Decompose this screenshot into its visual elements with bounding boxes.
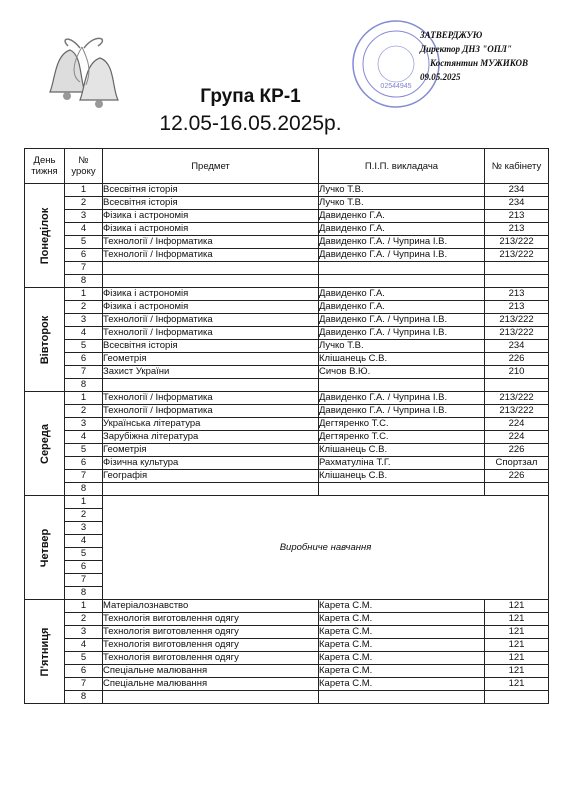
room-cell: 213 — [485, 288, 549, 301]
merged-activity: Виробниче навчання — [103, 496, 549, 600]
day-cell — [25, 600, 65, 704]
teacher-cell: Давиденко Г.А. — [319, 210, 485, 223]
lesson-number: 4 — [65, 431, 103, 444]
room-cell — [485, 275, 549, 288]
table-row — [25, 496, 549, 509]
teacher-cell — [319, 691, 485, 704]
subject-cell: Фізична культура — [103, 457, 319, 470]
room-cell: 210 — [485, 366, 549, 379]
lesson-number: 6 — [65, 353, 103, 366]
teacher-cell: Давиденко Г.А. — [319, 301, 485, 314]
lesson-number: 3 — [65, 626, 103, 639]
subject-cell: Географія — [103, 470, 319, 483]
room-cell: 213 — [485, 223, 549, 236]
lesson-number: 5 — [65, 444, 103, 457]
approval-block — [420, 28, 570, 84]
lesson-number: 1 — [65, 392, 103, 405]
header-row — [25, 149, 549, 184]
schedule-dates: 12.05-16.05.2025р. — [159, 112, 342, 135]
subject-cell: Фізика і астрономія — [103, 223, 319, 236]
teacher-cell: Давиденко Г.А. / Чуприна І.В. — [319, 314, 485, 327]
table-row — [25, 262, 549, 275]
day-label: Четвер — [38, 528, 51, 567]
approval-name: Костянтин МУЖИКОВ — [430, 58, 528, 68]
teacher-cell: Давиденко Г.А. / Чуприна І.В. — [319, 405, 485, 418]
lesson-number: 8 — [65, 379, 103, 392]
table-row — [25, 405, 549, 418]
table-row — [25, 444, 549, 457]
table-row — [25, 275, 549, 288]
table-row — [25, 652, 549, 665]
teacher-cell: Давиденко Г.А. — [319, 223, 485, 236]
teacher-cell: Карета С.М. — [319, 600, 485, 613]
subject-cell: Технологія виготовлення одягу — [103, 652, 319, 665]
teacher-cell — [319, 275, 485, 288]
subject-cell: Технологія виготовлення одягу — [103, 626, 319, 639]
header-subject: Предмет — [103, 149, 319, 184]
table-row — [25, 483, 549, 496]
lesson-number: 2 — [65, 405, 103, 418]
room-cell — [485, 379, 549, 392]
lesson-number: 7 — [65, 262, 103, 275]
table-row — [25, 600, 549, 613]
header-room: № кабінету — [485, 149, 549, 184]
room-cell: Спортзал — [485, 457, 549, 470]
table-row — [25, 691, 549, 704]
lesson-number: 4 — [65, 639, 103, 652]
lesson-number: 7 — [65, 366, 103, 379]
lesson-number: 6 — [65, 665, 103, 678]
subject-cell: Технології / Інформатика — [103, 236, 319, 249]
table-row — [25, 327, 549, 340]
teacher-cell: Давиденко Г.А. / Чуприна І.В. — [319, 392, 485, 405]
table-row — [25, 301, 549, 314]
subject-cell: Фізика і астрономія — [103, 210, 319, 223]
lesson-number: 4 — [65, 223, 103, 236]
room-cell: 213/222 — [485, 392, 549, 405]
teacher-cell: Лучко Т.В. — [319, 197, 485, 210]
subject-cell: Технології / Інформатика — [103, 405, 319, 418]
table-row — [25, 470, 549, 483]
table-row — [25, 379, 549, 392]
lesson-number: 8 — [65, 483, 103, 496]
table-row — [25, 665, 549, 678]
lesson-number: 1 — [65, 184, 103, 197]
room-cell: 213/222 — [485, 327, 549, 340]
subject-cell: Технології / Інформатика — [103, 249, 319, 262]
lesson-number: 5 — [65, 548, 103, 561]
header-lesson: № уроку — [65, 149, 103, 184]
subject-cell — [103, 262, 319, 275]
lesson-number: 4 — [65, 535, 103, 548]
room-cell: 121 — [485, 639, 549, 652]
table-row — [25, 197, 549, 210]
lesson-number: 2 — [65, 613, 103, 626]
lesson-number: 5 — [65, 236, 103, 249]
room-cell: 234 — [485, 340, 549, 353]
subject-cell: Всесвітня історія — [103, 184, 319, 197]
lesson-number: 6 — [65, 457, 103, 470]
lesson-number: 3 — [65, 522, 103, 535]
table-row — [25, 223, 549, 236]
room-cell: 213/222 — [485, 314, 549, 327]
teacher-cell: Давиденко Г.А. / Чуприна І.В. — [319, 236, 485, 249]
lesson-number: 3 — [65, 418, 103, 431]
lesson-number: 6 — [65, 561, 103, 574]
room-cell — [485, 483, 549, 496]
day-label: П'ятниця — [38, 627, 51, 676]
teacher-cell: Давиденко Г.А. — [319, 288, 485, 301]
lesson-number: 3 — [65, 210, 103, 223]
lesson-number: 3 — [65, 314, 103, 327]
teacher-cell: Карета С.М. — [319, 665, 485, 678]
subject-cell: Технологія виготовлення одягу — [103, 613, 319, 626]
table-row — [25, 366, 549, 379]
subject-cell: Спеціальне малювання — [103, 678, 319, 691]
teacher-cell: Давиденко Г.А. / Чуприна І.В. — [319, 327, 485, 340]
room-cell: 121 — [485, 652, 549, 665]
table-row — [25, 613, 549, 626]
subject-cell: Фізика і астрономія — [103, 288, 319, 301]
day-cell — [25, 288, 65, 392]
table-row — [25, 418, 549, 431]
table-row — [25, 210, 549, 223]
table-row — [25, 288, 549, 301]
lesson-number: 2 — [65, 301, 103, 314]
approval-position: Директор ДНЗ "ОПЛ" — [420, 44, 512, 54]
room-cell: 213 — [485, 301, 549, 314]
subject-cell: Фізика і астрономія — [103, 301, 319, 314]
day-cell — [25, 392, 65, 496]
approval-title: ЗАТВЕРДЖУЮ — [420, 30, 483, 40]
teacher-cell: Карета С.М. — [319, 626, 485, 639]
subject-cell: Спеціальне малювання — [103, 665, 319, 678]
subject-cell: Технології / Інформатика — [103, 327, 319, 340]
lesson-number: 5 — [65, 340, 103, 353]
teacher-cell: Карета С.М. — [319, 639, 485, 652]
teacher-cell: Сичов В.Ю. — [319, 366, 485, 379]
table-row — [25, 678, 549, 691]
room-cell: 226 — [485, 353, 549, 366]
room-cell: 213/222 — [485, 236, 549, 249]
room-cell: 213 — [485, 210, 549, 223]
day-label: Середа — [38, 423, 51, 464]
lesson-number: 2 — [65, 509, 103, 522]
day-cell — [25, 184, 65, 288]
teacher-cell: Карета С.М. — [319, 652, 485, 665]
teacher-cell: Дегтяренко Т.С. — [319, 418, 485, 431]
teacher-cell — [319, 483, 485, 496]
table-row — [25, 431, 549, 444]
subject-cell: Геометрія — [103, 444, 319, 457]
teacher-cell: Лучко Т.В. — [319, 184, 485, 197]
lesson-number: 2 — [65, 197, 103, 210]
lesson-number: 7 — [65, 574, 103, 587]
room-cell: 121 — [485, 600, 549, 613]
header-day: День тижня — [25, 149, 65, 184]
table-row — [25, 184, 549, 197]
room-cell — [485, 262, 549, 275]
schedule-table — [24, 148, 549, 704]
lesson-number: 8 — [65, 275, 103, 288]
table-row — [25, 236, 549, 249]
lesson-number: 1 — [65, 600, 103, 613]
lesson-number: 6 — [65, 249, 103, 262]
subject-cell: Захист України — [103, 366, 319, 379]
subject-cell: Геометрія — [103, 353, 319, 366]
group-title: Група КР-1 — [200, 86, 301, 107]
room-cell: 213/222 — [485, 405, 549, 418]
subject-cell — [103, 483, 319, 496]
day-label: Вівторок — [38, 315, 51, 364]
room-cell: 224 — [485, 418, 549, 431]
header-teacher: П.І.П. викладача — [319, 149, 485, 184]
subject-cell: Технології / Інформатика — [103, 392, 319, 405]
teacher-cell: Дегтяренко Т.С. — [319, 431, 485, 444]
subject-cell — [103, 379, 319, 392]
room-cell: 226 — [485, 470, 549, 483]
subject-cell: Всесвітня історія — [103, 197, 319, 210]
teacher-cell: Клішанець С.В. — [319, 353, 485, 366]
room-cell: 121 — [485, 665, 549, 678]
subject-cell: Українська література — [103, 418, 319, 431]
subject-cell: Технологія виготовлення одягу — [103, 639, 319, 652]
room-cell: 224 — [485, 431, 549, 444]
table-row — [25, 340, 549, 353]
lesson-number: 1 — [65, 288, 103, 301]
lesson-number: 4 — [65, 327, 103, 340]
lesson-number: 7 — [65, 470, 103, 483]
subject-cell — [103, 691, 319, 704]
approval-date: 09.05.2025 — [420, 72, 461, 82]
lesson-number: 1 — [65, 496, 103, 509]
table-row — [25, 457, 549, 470]
teacher-cell — [319, 379, 485, 392]
teacher-cell: Карета С.М. — [319, 613, 485, 626]
room-cell — [485, 691, 549, 704]
table-row — [25, 626, 549, 639]
subject-cell: Технології / Інформатика — [103, 314, 319, 327]
teacher-cell: Карета С.М. — [319, 678, 485, 691]
table-row — [25, 249, 549, 262]
table-row — [25, 314, 549, 327]
lesson-number: 5 — [65, 652, 103, 665]
room-cell: 121 — [485, 613, 549, 626]
day-cell — [25, 496, 65, 600]
teacher-cell: Клішанець С.В. — [319, 470, 485, 483]
subject-cell: Всесвітня історія — [103, 340, 319, 353]
table-row — [25, 392, 549, 405]
teacher-cell: Лучко Т.В. — [319, 340, 485, 353]
subject-cell: Матеріалознавство — [103, 600, 319, 613]
subject-cell: Зарубіжна література — [103, 431, 319, 444]
lesson-number: 8 — [65, 691, 103, 704]
subject-cell — [103, 275, 319, 288]
room-cell: 121 — [485, 626, 549, 639]
lesson-number: 8 — [65, 587, 103, 600]
teacher-cell — [319, 262, 485, 275]
table-row — [25, 353, 549, 366]
table-row — [25, 639, 549, 652]
teacher-cell: Рахматуліна Т.Г. — [319, 457, 485, 470]
svg-text:02544945: 02544945 — [380, 83, 412, 90]
teacher-cell: Клішанець С.В. — [319, 444, 485, 457]
day-label: Понеділок — [38, 207, 51, 264]
room-cell: 234 — [485, 184, 549, 197]
room-cell: 121 — [485, 678, 549, 691]
teacher-cell: Давиденко Г.А. / Чуприна І.В. — [319, 249, 485, 262]
room-cell: 226 — [485, 444, 549, 457]
room-cell: 213/222 — [485, 249, 549, 262]
room-cell: 234 — [485, 197, 549, 210]
lesson-number: 7 — [65, 678, 103, 691]
